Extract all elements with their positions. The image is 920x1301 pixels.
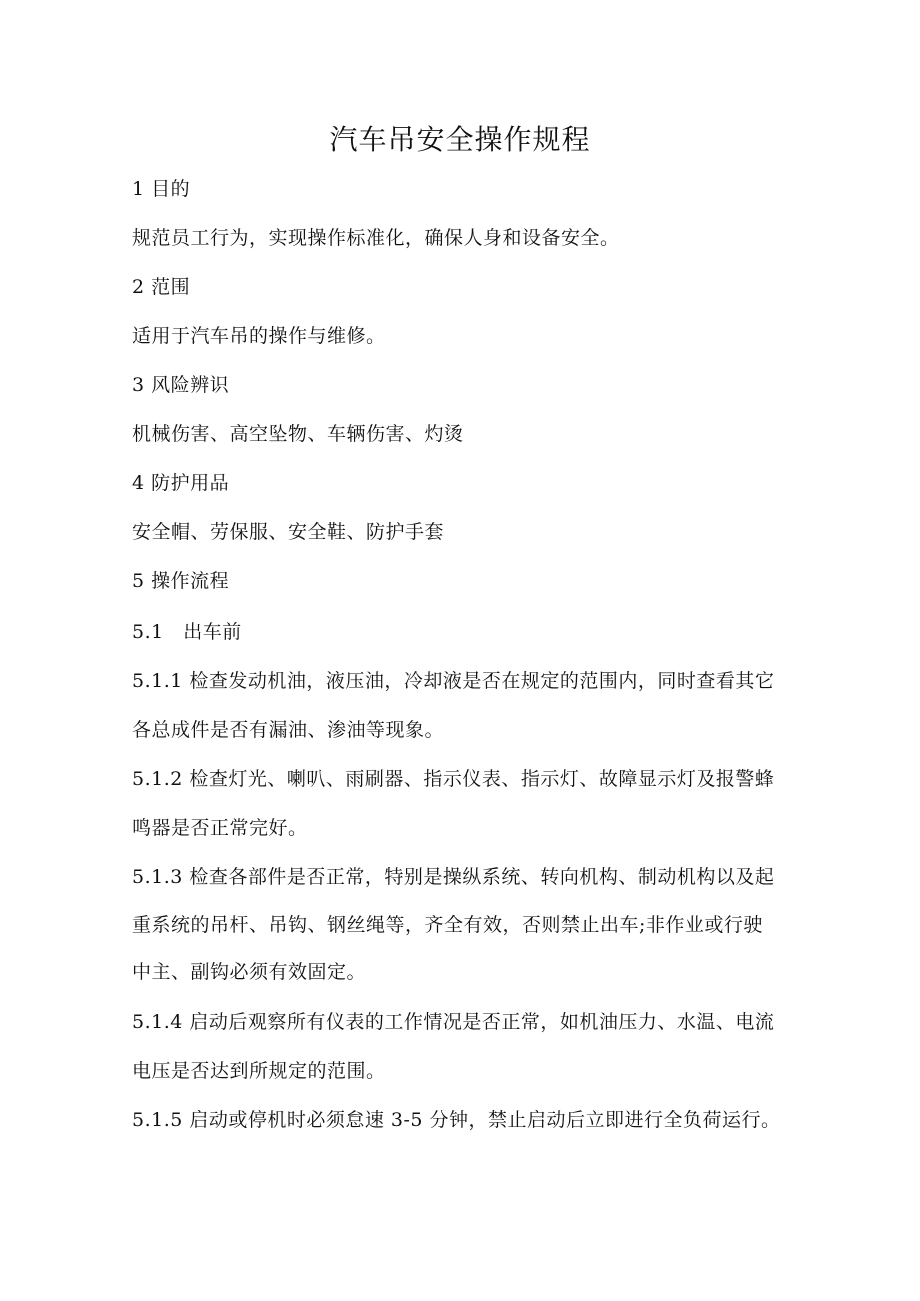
paragraph-scope: 适用于汽车吊的操作与维修。 (132, 325, 386, 347)
item-5-1-3-line-3: 中主、副钩必须有效固定。 (132, 961, 367, 983)
item-5-1-2-line-1: 5.1.2 检查灯光、喇叭、雨刷器、指示仪表、指示灯、故障显示灯及报警蜂 (132, 768, 775, 790)
section-heading-scope: 2 范围 (132, 276, 191, 298)
item-5-1-1-line-2: 各总成件是否有漏油、渗油等现象。 (132, 719, 445, 741)
item-5-1-1-line-1: 5.1.1 检查发动机油，液压油，冷却液是否在规定的范围内，同时查看其它 (132, 670, 775, 692)
item-5-1-4-line-1: 5.1.4 启动后观察所有仪表的工作情况是否正常，如机油压力、水温、电流 (132, 1011, 775, 1033)
item-5-1-5-line-1: 5.1.5 启动或停机时必须怠速 3-5 分钟，禁止启动后立即进行全负荷运行。 (132, 1109, 781, 1131)
item-5-1-2-line-2: 鸣器是否正常完好。 (132, 817, 308, 839)
item-5-1-3-line-2: 重系统的吊杆、吊钩、钢丝绳等，齐全有效，否则禁止出车;非作业或行驶 (132, 914, 763, 936)
paragraph-risk: 机械伤害、高空坠物、车辆伤害、灼烫 (132, 423, 464, 445)
item-5-1-4-line-2: 电压是否达到所规定的范围。 (132, 1060, 386, 1082)
section-heading-risk: 3 风险辨识 (132, 374, 230, 396)
subsection-heading-before-departure: 5.1 出车前 (132, 621, 242, 643)
document-title: 汽车吊安全操作规程 (329, 123, 591, 156)
section-heading-ppe: 4 防护用品 (132, 472, 230, 494)
paragraph-purpose: 规范员工行为，实现操作标准化，确保人身和设备安全。 (132, 227, 620, 249)
section-heading-purpose: 1 目的 (132, 178, 191, 200)
paragraph-ppe: 安全帽、劳保服、安全鞋、防护手套 (132, 521, 445, 543)
section-heading-procedure: 5 操作流程 (132, 570, 230, 592)
item-5-1-3-line-1: 5.1.3 检查各部件是否正常，特别是操纵系统、转向机构、制动机构以及起 (132, 866, 775, 888)
